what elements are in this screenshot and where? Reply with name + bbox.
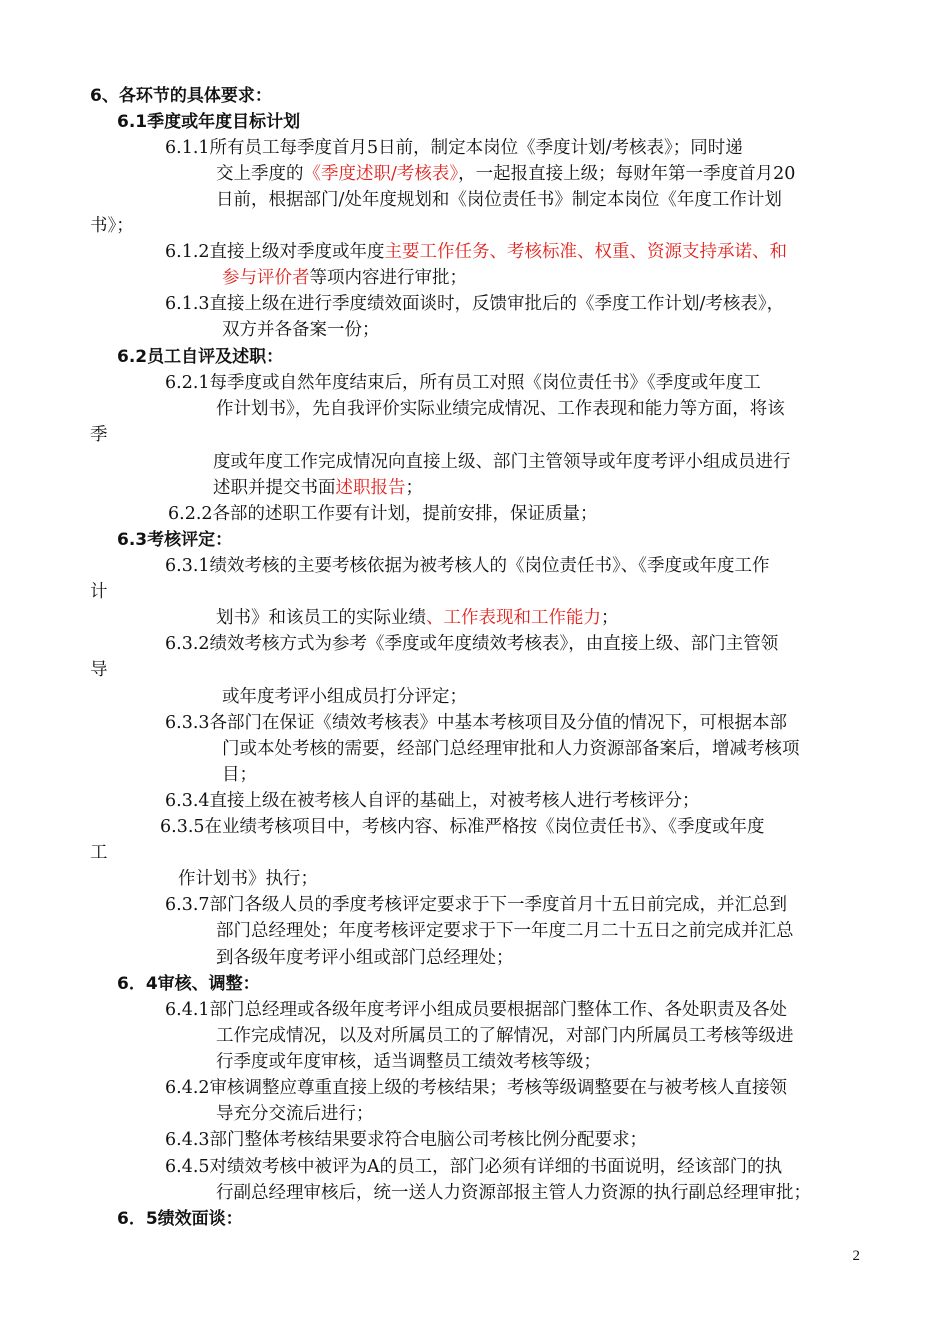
para-6-3-5-line3: 作计划书》执行； (178, 869, 318, 889)
para-6-4-2-line1: 6.4.2审核调整应尊重直接上级的考核结果；考核等级调整要在与被考核人直接领 (165, 1078, 788, 1098)
para-6-1-3-line1: 6.1.3直接上级在进行季度绩效面谈时，反馈审批后的《季度工作计划/考核表》， (165, 294, 785, 314)
para-6-1-2-line2: 参与评价者等项内容进行审批； (222, 268, 467, 288)
para-6-3-7-line1: 6.3.7部门各级人员的季度考核评定要求于下一季度首月十五日前完成，并汇总到 (165, 895, 788, 915)
section-6-2-heading: 6.2员工自评及述职： (117, 347, 284, 367)
para-6-3-3-line2: 门或本处考核的需要，经部门总经理审批和人力资源部备案后，增减考核项 (222, 739, 800, 759)
para-6-2-1-line1: 6.2.1每季度或自然年度结束后，所有员工对照《岗位责任书》《季度或年度工 (165, 373, 761, 393)
para-6-4-5-line1: 6.4.5对绩效考核中被评为A的员工，部门必须有详细的书面说明，经该部门的执 (165, 1157, 783, 1177)
section-6-5-heading: 6．5绩效面谈： (117, 1209, 243, 1229)
highlight-text: 、工作表现和工作能力 (426, 608, 601, 628)
para-6-2-1-line2: 作计划书》，先自我评价实际业绩完成情况、工作表现和能力等方面，将该 (216, 399, 785, 419)
section-6-1-heading: 6.1季度或年度目标计划 (117, 112, 301, 132)
para-6-2-1-line3: 季 (90, 425, 108, 445)
para-6-3-2-line2: 导 (90, 660, 108, 680)
para-6-4-3-line1: 6.4.3部门整体考核结果要求符合电脑公司考核比例分配要求； (165, 1130, 648, 1150)
para-6-3-1-line1: 6.3.1绩效考核的主要考核依据为被考核人的《岗位责任书》、《季度或年度工作 (165, 556, 770, 576)
para-6-1-3-line2: 双方并各备案一份； (222, 320, 380, 340)
para-6-3-4-line1: 6.3.4直接上级在被考核人自评的基础上，对被考核人进行考核评分； (165, 791, 700, 811)
para-6-4-1-line2: 工作完成情况，以及对所属员工的了解情况，对部门内所属员工考核等级进 (216, 1026, 794, 1046)
para-6-3-1-line2: 计 (90, 582, 108, 602)
para-6-3-3-line1: 6.3.3各部门在保证《绩效考核表》中基本考核项目及分值的情况下，可根据本部 (165, 713, 788, 733)
para-6-3-3-line3: 目； (222, 765, 257, 785)
page-number: 2 (852, 1248, 860, 1264)
para-6-1-1-line4: 书》； (90, 216, 134, 236)
para-6-2-1-line4: 度或年度工作完成情况向直接上级、部门主管领导或年度考评小组成员进行 (213, 452, 791, 472)
para-6-1-2-line1: 6.1.2直接上级对季度或年度主要工作任务、考核标准、权重、资源支持承诺、和 (165, 242, 788, 262)
highlight-text: 参与评价者 (222, 268, 310, 288)
para-6-3-5-line1: 6.3.5在业绩考核项目中，考核内容、标准严格按《岗位责任书》、《季度或年度 (160, 817, 765, 837)
para-6-3-1-line3: 划书》和该员工的实际业绩、工作表现和工作能力； (216, 608, 619, 628)
para-6-4-1-line3: 行季度或年度审核，适当调整员工绩效考核等级； (216, 1052, 601, 1072)
para-6-1-1-line3: 日前，根据部门/处年度规划和《岗位责任书》制定本岗位《年度工作计划 (216, 190, 782, 210)
para-6-1-1-line1: 6.1.1所有员工每季度首月5日前，制定本岗位《季度计划/考核表》；同时递 (165, 138, 743, 158)
para-6-4-5-line2: 行副总经理审核后，统一送人力资源部报主管人力资源的执行副总经理审批； (216, 1183, 811, 1203)
para-6-4-1-line1: 6.4.1部门总经理或各级年度考评小组成员要根据部门整体工作、各处职责及各处 (165, 1000, 788, 1020)
highlight-text: 述职报告 (335, 478, 406, 498)
para-6-3-7-line3: 到各级年度考评小组或部门总经理处； (216, 948, 514, 968)
para-6-3-5-line2: 工 (90, 843, 108, 863)
highlight-text: 主要工作任务、考核标准、权重、资源支持承诺、和 (384, 242, 788, 262)
para-6-3-2-line3: 或年度考评小组成员打分评定； (222, 687, 467, 707)
section-6-4-heading: 6．4审核、调整： (117, 974, 260, 994)
section-6-heading: 6、各环节的具体要求： (90, 86, 272, 106)
highlight-text: 《季度述职/考核表》 (303, 164, 459, 184)
para-6-2-1-line5: 述职并提交书面述职报告； (213, 478, 423, 498)
section-6-3-heading: 6.3考核评定： (117, 530, 233, 550)
para-6-1-1-line2: 交上季度的《季度述职/考核表》，一起报直接上级；每财年第一季度首月20 (216, 164, 796, 184)
para-6-3-2-line1: 6.3.2绩效考核方式为参考《季度或年度绩效考核表》，由直接上级、部门主管领 (165, 634, 779, 654)
para-6-3-7-line2: 部门总经理处；年度考核评定要求于下一年度二月二十五日之前完成并汇总 (216, 921, 794, 941)
para-6-4-2-line2: 导充分交流后进行； (216, 1104, 374, 1124)
para-6-2-2-line1: 6.2.2各部的述职工作要有计划，提前安排，保证质量； (168, 504, 598, 524)
